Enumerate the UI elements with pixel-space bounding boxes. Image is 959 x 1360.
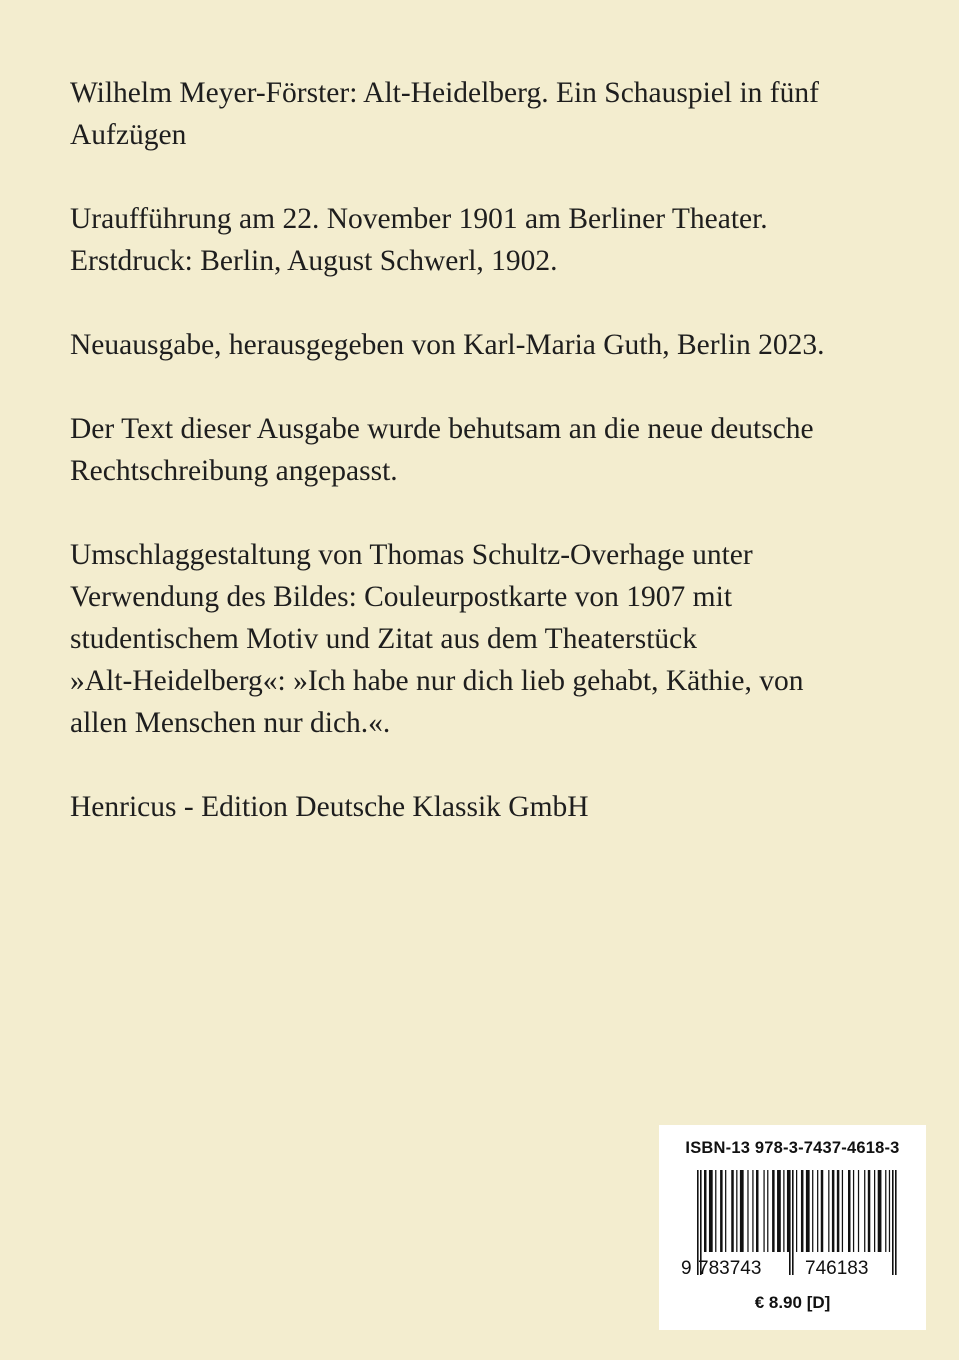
isbn-label: ISBN-13 978-3-7437-4618-3 [685, 1139, 900, 1157]
barcode-bar [772, 1170, 775, 1252]
barcode-digit-first: 9 [681, 1258, 692, 1279]
barcode-guard-bar [892, 1170, 894, 1275]
spelling-paragraph: Der Text dieser Ausgabe wurde behutsam an die neue deutsche Rechtschreibung angepasst. [70, 413, 814, 487]
barcode-bar [864, 1170, 865, 1252]
barcode-bar [821, 1170, 824, 1252]
premiere-paragraph: Uraufführung am 22. November 1901 am Berliner Theater. Erstdruck: Berlin, August Schwerl, 1902. [70, 203, 768, 277]
barcode-bar [747, 1170, 748, 1252]
ean-barcode [679, 1170, 907, 1280]
barcode-bar [832, 1170, 835, 1252]
barcode-bar [736, 1170, 737, 1252]
barcode-digits-right: 746183 [805, 1258, 869, 1279]
barcode-bar [783, 1170, 784, 1252]
barcode-guard-bar [895, 1170, 897, 1275]
barcode-bar [777, 1170, 781, 1252]
barcode-guard-bar [789, 1170, 791, 1275]
barcode-bar [858, 1170, 859, 1252]
barcode-bar [874, 1170, 875, 1252]
barcode-bar [767, 1170, 768, 1252]
barcode-bar [796, 1170, 797, 1252]
edition-paragraph: Neuausgabe, herausgegeben von Karl-Maria Guth, Berlin 2023. [70, 329, 825, 361]
barcode-bar [715, 1170, 716, 1252]
barcode-bar [740, 1170, 744, 1252]
barcode-bar [720, 1170, 723, 1252]
barcode-bar [868, 1170, 871, 1252]
barcode-bar [731, 1170, 734, 1252]
barcode-bar [885, 1170, 886, 1252]
barcode-bar [725, 1170, 726, 1252]
barcode-bar [848, 1170, 851, 1252]
barcode-bar [752, 1170, 753, 1252]
isbn-barcode-box [659, 1125, 926, 1330]
barcode-bar [889, 1170, 890, 1252]
title-paragraph: Wilhelm Meyer-Förster: Alt-Heidelberg. Ein Schauspiel in fünf Aufzügen [70, 77, 819, 151]
barcode-bar [756, 1170, 759, 1252]
barcode-bar [709, 1170, 713, 1252]
barcode-bar [812, 1170, 813, 1252]
barcode-bar [763, 1170, 764, 1252]
barcode-bar [878, 1170, 882, 1252]
cover-design-paragraph: Umschlaggestaltung von Thomas Schultz-Overhage unter Verwendung des Bildes: Couleurpostkarte von 1907 mit studentischem Motiv und Zitat aus dem Theaterstück »Alt-Heidelberg«: »Ich habe nur dich lieb gehabt, Käthie, von allen Menschen nur dich.«. [70, 539, 804, 739]
barcode-bar [837, 1170, 840, 1252]
barcode-bar [828, 1170, 829, 1252]
imprint-text [70, 72, 900, 870]
barcode-bar [801, 1170, 804, 1252]
publisher-paragraph: Henricus - Edition Deutsche Klassik GmbH [70, 791, 589, 823]
barcode-guard-bar [792, 1170, 794, 1275]
barcode-bar [817, 1170, 818, 1252]
barcode-bar [842, 1170, 843, 1252]
barcode-bar [806, 1170, 810, 1252]
barcode-bar [704, 1170, 707, 1252]
price-label: € 8.90 [D] [754, 1293, 831, 1312]
barcode-digits-left: 783743 [698, 1258, 762, 1279]
barcode-bar [853, 1170, 854, 1252]
